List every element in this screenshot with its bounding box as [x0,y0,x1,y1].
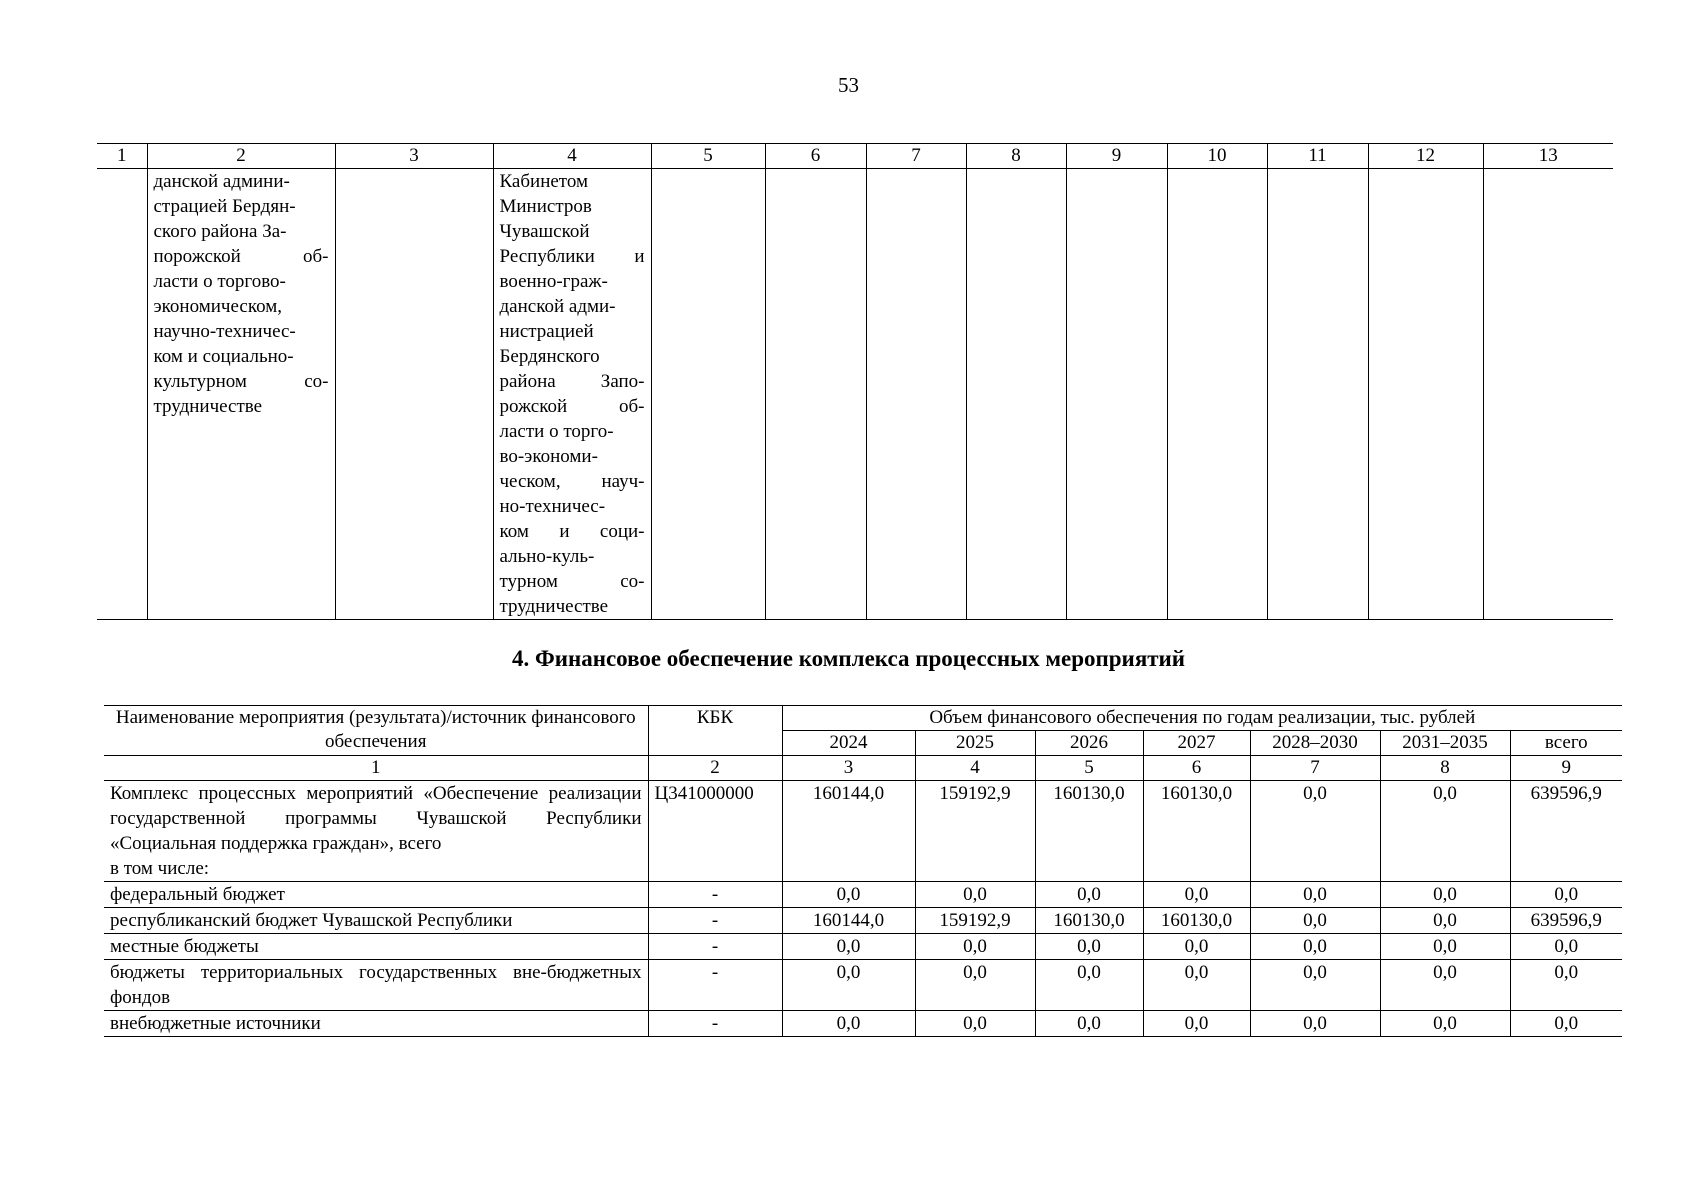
value-cell: 160130,0 [1143,908,1250,934]
row-kbk: - [648,908,782,934]
column-number: 8 [966,144,1066,169]
value-cell: 639596,9 [1510,908,1622,934]
column-number: 7 [1250,756,1380,781]
value-cell: 0,0 [915,960,1035,1011]
column-number: 9 [1510,756,1622,781]
column-number: 6 [1143,756,1250,781]
value-cell: 160130,0 [1035,908,1143,934]
cell-line: ческом, науч- [499,471,645,492]
cell-line: ком и социально- [153,346,294,367]
value-cell: 0,0 [1143,1011,1250,1037]
row-name: республиканский бюджет Чувашской Республики [104,908,648,934]
value-cell: 0,0 [1250,960,1380,1011]
table-row [104,882,1622,908]
header-name: Наименование мероприятия (результата)/источник финансового обеспечения [104,706,648,756]
value-cell: 0,0 [1250,781,1380,882]
header-year: 2031–2035 [1380,731,1510,756]
column-number: 13 [1483,144,1613,169]
value-cell: 160130,0 [1143,781,1250,882]
table-cell [1066,169,1167,620]
value-cell: 639596,9 [1510,781,1622,882]
value-cell: 0,0 [1035,960,1143,1011]
value-cell: 0,0 [1035,1011,1143,1037]
cell-line: экономическом, [153,296,282,317]
column-number: 7 [866,144,966,169]
value-cell: 0,0 [1143,934,1250,960]
column-number: 10 [1167,144,1267,169]
table-cell [1267,169,1368,620]
cell-line: трудничестве [499,596,609,617]
column-number-row [104,756,1622,781]
continuation-table [97,143,1613,620]
column-number: 12 [1368,144,1483,169]
cell-line: турном со- [499,571,645,592]
cell-line: ласти о торго- [499,421,614,442]
table-header-row [97,144,1613,169]
row-kbk: - [648,1011,782,1037]
column-number: 2 [648,756,782,781]
cell-line: культурном со- [153,371,329,392]
cell-line: Чувашской [499,221,590,242]
table-cell [493,169,651,620]
header-kbk: КБК [648,706,782,756]
cell-line: Кабинетом [499,171,589,192]
row-name-tail: в том числе: [110,858,210,879]
value-cell: 0,0 [1250,882,1380,908]
cell-line: нистрацией [499,321,594,342]
table-cell [1483,169,1613,620]
row-kbk: - [648,934,782,960]
table-row [104,1011,1622,1037]
cell-line: данской адми- [499,296,616,317]
cell-line: ком и соци- [499,521,645,542]
value-cell: 0,0 [1510,934,1622,960]
value-cell: 0,0 [1380,882,1510,908]
cell-line: трудничестве [153,396,263,417]
value-cell: 160144,0 [782,908,915,934]
value-cell: 160144,0 [782,781,915,882]
column-number: 2 [147,144,335,169]
header-volume: Объем финансового обеспечения по годам реализации, тыс. рублей [782,706,1622,731]
table-row [104,934,1622,960]
header-year: 2027 [1143,731,1250,756]
header-year: 2025 [915,731,1035,756]
column-number: 5 [1035,756,1143,781]
row-name: внебюджетные источники [104,1011,648,1037]
table-cell [147,169,335,620]
value-cell: 0,0 [915,882,1035,908]
cell-line: данской админи- [153,171,290,192]
section-title: 4. Финансовое обеспечение комплекса процессных мероприятий [511,646,1186,671]
column-number: 8 [1380,756,1510,781]
value-cell: 0,0 [782,882,915,908]
table-row [104,908,1622,934]
column-number: 4 [915,756,1035,781]
column-number: 4 [493,144,651,169]
cell-line: Бердянского [499,346,600,367]
row-kbk: - [648,882,782,908]
value-cell: 0,0 [782,1011,915,1037]
value-cell: 0,0 [1380,1011,1510,1037]
cell-line: ского района За- [153,221,287,242]
cell-line: Министров [499,196,592,217]
table-cell [1368,169,1483,620]
column-number: 1 [104,756,648,781]
cell-line: во-экономи- [499,446,598,467]
cell-line: научно-техничес- [153,321,296,342]
table-cell [1167,169,1267,620]
column-number: 9 [1066,144,1167,169]
row-kbk: - [648,960,782,1011]
table-cell [335,169,493,620]
table-cell [765,169,866,620]
table-row [97,169,1613,620]
table-cell [97,169,147,620]
header-total: всего [1510,731,1622,756]
value-cell: 0,0 [1510,882,1622,908]
value-cell: 0,0 [1035,934,1143,960]
cell-line: рожской об- [499,396,645,417]
table-header-row [104,706,1622,731]
value-cell: 0,0 [1380,960,1510,1011]
cell-line: ласти о торгово- [153,271,286,292]
column-number: 11 [1267,144,1368,169]
row-kbk: Ц341000000 [648,781,782,882]
value-cell: 159192,9 [915,908,1035,934]
value-cell: 0,0 [915,934,1035,960]
column-number: 6 [765,144,866,169]
cell-line: военно-граж- [499,271,608,292]
table-row [104,781,1622,882]
table-cell [966,169,1066,620]
value-cell: 0,0 [915,1011,1035,1037]
cell-line: порожской об- [153,246,329,267]
table-cell [866,169,966,620]
value-cell: 0,0 [1250,934,1380,960]
cell-line: района Запо- [499,371,645,392]
row-name: местные бюджеты [104,934,648,960]
cell-line: но-техничес- [499,496,606,517]
table-row [104,960,1622,1011]
value-cell: 0,0 [1143,882,1250,908]
row-name [104,781,648,882]
header-year: 2024 [782,731,915,756]
cell-line: Республики и [499,246,645,267]
value-cell: 0,0 [1380,781,1510,882]
cell-line: ально-куль- [499,546,595,567]
column-number: 5 [651,144,765,169]
value-cell: 160130,0 [1035,781,1143,882]
value-cell: 0,0 [1380,908,1510,934]
value-cell: 0,0 [1143,960,1250,1011]
header-year: 2028–2030 [1250,731,1380,756]
row-name: бюджеты территориальных государственных вне-бюджетных фондов [104,960,648,1011]
column-number: 3 [335,144,493,169]
row-name: федеральный бюджет [104,882,648,908]
value-cell: 0,0 [1035,882,1143,908]
header-year: 2026 [1035,731,1143,756]
value-cell: 0,0 [782,960,915,1011]
page-number: 53 [838,73,859,97]
value-cell: 0,0 [782,934,915,960]
financing-table [104,705,1622,1037]
column-number: 1 [97,144,147,169]
value-cell: 0,0 [1510,960,1622,1011]
value-cell: 0,0 [1380,934,1510,960]
value-cell: 159192,9 [915,781,1035,882]
value-cell: 0,0 [1510,1011,1622,1037]
column-number: 3 [782,756,915,781]
row-name-text: Комплекс процессных мероприятий «Обеспечение реализации государственной программы Чувашской Республики «Социальная поддержка граждан», всего [110,783,642,854]
value-cell: 0,0 [1250,908,1380,934]
value-cell: 0,0 [1250,1011,1380,1037]
cell-line: страцией Бердян- [153,196,296,217]
table-cell [651,169,765,620]
